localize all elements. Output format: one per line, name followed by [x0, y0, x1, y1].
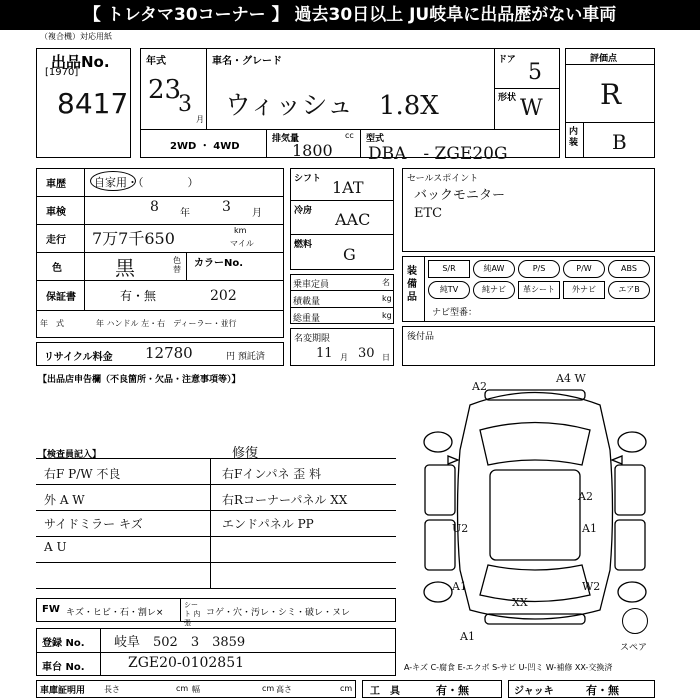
diagram-mark-right-front: A2	[578, 490, 593, 503]
equipment-item: 外ナビ	[563, 281, 605, 299]
diagram-mark-right-wheel: W2	[582, 580, 601, 593]
lot-label: 出品No.	[51, 53, 110, 71]
fuel-value: G	[343, 245, 356, 264]
warranty-value: 有・無	[120, 289, 157, 303]
diagram-mark-right-rear: A1	[582, 522, 597, 535]
inspector-note-3: A U	[44, 540, 67, 554]
diagram-mark-front: A2	[472, 380, 487, 393]
capacity-label-2: 総重量	[293, 314, 321, 324]
recycle-unit: 円 預託済	[226, 352, 265, 362]
car-damage-diagram	[410, 370, 660, 640]
repair-note-0: 右Fインパネ 歪 料	[222, 467, 322, 481]
seat-text: コゲ・穴・汚レ・シミ・破レ・ヌレ	[206, 608, 351, 618]
equipment-label: 装備品	[407, 266, 417, 303]
equipment-item: 革シート	[518, 281, 560, 299]
month-unit: 月	[196, 115, 204, 124]
history-value: 自家用・（ ）	[94, 176, 199, 189]
year-label: 年式	[146, 56, 166, 67]
interior-value: B	[612, 130, 627, 154]
nav-model-label: ナビ型番：	[432, 308, 478, 318]
cert-width-unit: cm	[262, 684, 275, 693]
details-box	[36, 168, 284, 338]
lot-number: 8417	[57, 87, 129, 120]
mileage-label: 走行	[46, 235, 66, 246]
diagram-mark-rear: XX	[512, 596, 528, 609]
mileage-unit-mile: マイル	[230, 239, 254, 248]
jack-label: ジャッキ	[514, 686, 554, 697]
doors-value: 5	[528, 60, 542, 85]
capacity-label-0: 乗車定員	[293, 280, 330, 290]
inspector-note-2: サイドミラー キズ	[44, 517, 143, 531]
deadline-month-unit: 月	[340, 353, 348, 362]
inspector-note-1: 外 A W	[44, 493, 85, 507]
sales-point-1: ETC	[414, 206, 443, 221]
jack-value: 有・無	[586, 684, 619, 697]
seat-label: シート 内張	[184, 601, 201, 627]
diagram-note-top: A4 W	[556, 372, 586, 385]
spare-tire-icon	[622, 608, 648, 634]
equipment-item: S/R	[428, 260, 470, 278]
lot-box	[36, 48, 131, 158]
deadline-day: 30	[358, 346, 375, 361]
displacement-label: 排気量	[272, 134, 300, 144]
shift-value: 1AT	[332, 178, 364, 197]
glass-text: キズ・ヒビ・石・割レ×	[66, 608, 164, 618]
displacement-unit: cc	[345, 131, 354, 140]
displacement-value: 1800	[292, 141, 333, 160]
mileage-unit-km: km	[234, 226, 247, 235]
color-change-label: 色替	[173, 256, 181, 274]
aircon-label: 冷房	[294, 206, 313, 216]
deadline-day-unit: 日	[382, 353, 390, 362]
fuel-label: 燃料	[294, 240, 313, 250]
deadline-label: 名変期限	[294, 334, 331, 344]
tools-label: 工 具	[370, 686, 400, 697]
equipment-item: P/S	[518, 260, 560, 278]
capacity-unit-1: kg	[382, 294, 392, 303]
cert-length-label: 長さ	[104, 685, 120, 694]
sales-points-label: セールスポイント	[407, 174, 479, 184]
vehicle-name: ウィッシュ 1.8X	[225, 91, 439, 121]
inspector-title: 【検査員記入】	[38, 450, 102, 460]
model-label: 型式	[366, 134, 385, 144]
cert-length-unit: cm	[176, 684, 189, 693]
interior-label: 内装	[569, 127, 579, 148]
equipment-item: P/W	[563, 260, 605, 278]
registration-label: 登録 No.	[42, 638, 85, 649]
recycle-label: リサイクル料金	[44, 352, 113, 363]
month-value: 3	[178, 92, 192, 117]
cert-height-unit: cm	[340, 684, 353, 693]
inspection-label: 車検	[46, 207, 66, 218]
aircon-value: AAC	[335, 210, 371, 229]
history-selected-circle	[90, 171, 136, 191]
capacity-label-1: 積載量	[293, 297, 321, 307]
spare-label: スペア	[620, 643, 648, 653]
legend-text: A-キズ C-腐食 E-エクボ S-サビ U-凹ミ W-補修 XX-交換済	[404, 663, 613, 672]
recycle-value: 12780	[145, 344, 193, 362]
equipment-item: 純TV	[428, 281, 470, 299]
doors-label: ドア	[498, 55, 516, 65]
chassis-label: 車台 No.	[42, 662, 85, 673]
warranty-label: 保証書	[46, 292, 76, 303]
shift-label: シフト	[294, 174, 322, 184]
inspection-month-unit: 月	[252, 208, 262, 219]
inspection-year-unit: 年	[180, 208, 190, 219]
color-code-label: カラーNo.	[194, 258, 244, 269]
inspection-year: 8	[150, 199, 159, 215]
capacity-unit-0: 名	[382, 278, 390, 287]
diagram-mark-rear-bumper: A1	[460, 630, 475, 643]
deadline-month: 11	[316, 346, 333, 361]
year-value: 23	[148, 75, 182, 105]
mileage-value: 7万7千650	[92, 229, 175, 248]
color-value: 黒	[115, 256, 135, 280]
model-value: DBA - ZGE20G	[368, 144, 508, 164]
repair-note-2: エンドパネル PP	[222, 517, 314, 531]
shape-label: 形状	[498, 93, 517, 103]
aftermarket-label: 後付品	[407, 332, 435, 342]
equipment-item: ABS	[608, 260, 650, 278]
aftermarket-box	[402, 326, 655, 366]
capacity-unit-2: kg	[382, 311, 392, 320]
inspection-month: 3	[222, 199, 231, 215]
score-label: 評価点	[590, 54, 618, 64]
repair-note-1: 右Rコーナーパネル XX	[222, 493, 348, 507]
color-code-value: 202	[210, 288, 237, 304]
diagram-mark-left-rear: A1	[452, 580, 467, 593]
drive-label: 2WD ・ 4WD	[170, 141, 240, 152]
equipment-item: 純ナビ	[473, 281, 515, 299]
diagram-mark-left: U2	[452, 522, 469, 535]
history-label: 車歴	[46, 179, 66, 190]
tools-value: 有・無	[436, 684, 469, 697]
cert-width-label: 幅	[192, 685, 200, 694]
sales-point-0: バックモニター	[414, 188, 506, 203]
lot-year-tag: [1970]	[45, 67, 79, 78]
registration-value: 岐阜 502 3 3859	[114, 635, 246, 650]
equipment-item: エアB	[608, 281, 650, 299]
inspector-note-0: 右F P/W 不良	[44, 467, 121, 481]
sub-note: （複合機）対応用紙	[40, 32, 112, 41]
repair-label: 修復	[232, 446, 259, 461]
color-label: 色	[52, 263, 62, 274]
name-label: 車名・グレード	[212, 56, 282, 67]
glass-label: FW	[42, 604, 60, 615]
chassis-value: ZGE20-0102851	[128, 655, 245, 671]
shape-value: W	[520, 96, 543, 121]
score-value: R	[600, 78, 622, 111]
header-banner: 【 トレタマ30コーナー 】 過去30日以上 JU岐阜に出品歴がない車両	[0, 0, 700, 30]
manual-row: 年 式 年 ハンドル 左・右 ディーラー・並行	[40, 319, 237, 328]
equipment-item: 純AW	[473, 260, 515, 278]
declaration-title: 【出品店申告欄（不良箇所・欠品・注意事項等）】	[38, 375, 241, 385]
certificate-label: 車庫証明用	[40, 686, 86, 696]
cert-height-label: 高さ	[276, 685, 292, 694]
